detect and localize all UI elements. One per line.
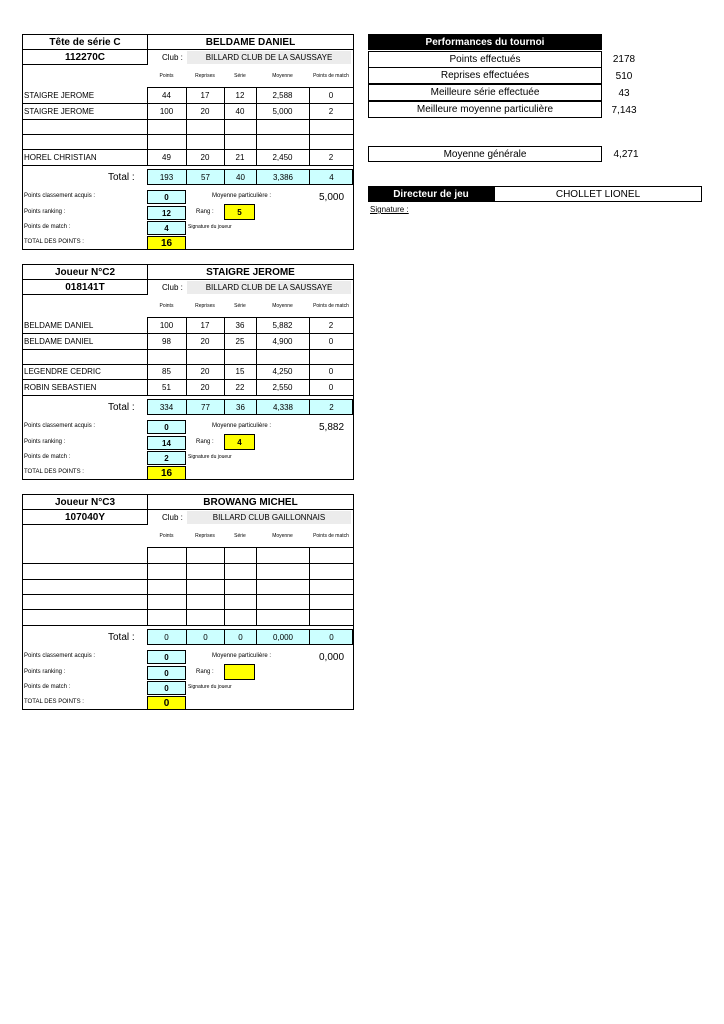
result-cell [309,563,353,579]
performance-value: 510 [615,70,633,82]
result-cell [309,547,353,563]
column-header: Reprises [195,73,215,79]
points-match-value: 2 [147,451,186,465]
result-cell [186,609,224,625]
points-ranking-value: 0 [147,666,186,680]
result-cell: 2,588 [272,90,293,100]
result-cell [147,609,186,625]
block-title: Joueur N°C3 [54,496,116,508]
points-match-value: 4 [147,221,186,235]
opponent-name: BELDAME DANIEL [24,320,94,330]
result-cell [186,119,224,134]
result-cell: 20 [200,106,210,116]
column-header: Reprises [195,303,215,309]
total-label: Total : [108,171,135,183]
total-points-value: 16 [147,466,186,480]
result-cell [224,349,256,364]
result-cell: 2 [328,106,334,116]
column-header: Points de match [313,73,349,79]
points-classement-value: 0 [147,420,186,434]
opponent-name [24,594,147,609]
opponent-name: HOREL CHRISTIAN [24,152,97,162]
points-classement-label: Points classement acquis : [24,193,96,199]
result-cell [224,594,256,609]
result-cell: 12 [235,90,245,100]
result-cell [256,579,309,594]
license-number: 112270C [64,51,106,63]
directeur-name: CHOLLET LIONEL [494,186,702,202]
total-points-label: TOTAL DES POINTS : [24,469,84,475]
result-cell: 2 [328,152,334,162]
result-cell [224,579,256,594]
result-cell [147,563,186,579]
performance-value: 2178 [612,53,636,65]
result-cell [186,547,224,563]
opponent-name [24,134,147,149]
total-label: Total : [108,631,135,643]
result-cell [224,609,256,625]
points-match-label: Points de match : [24,454,71,460]
result-cell: 17 [200,90,210,100]
result-cell: 44 [162,90,171,100]
opponent-name [24,349,147,364]
result-cell: 2,450 [272,152,293,162]
total-cell: 77 [186,400,224,414]
result-cell [256,119,309,134]
points-ranking-value: 12 [147,206,186,220]
points-match-label: Points de match : [24,684,71,690]
result-cell: 5,000 [272,106,293,116]
total-points-value: 16 [147,236,186,250]
performance-label: Points effectués [368,51,602,68]
column-header: Points [159,73,174,79]
total-label: Total : [108,401,135,413]
rang-value: 5 [224,204,255,220]
result-cell: 5,882 [272,320,293,330]
result-cell [256,609,309,625]
rang-value: 4 [224,434,255,450]
moyenne-particuliere-value: 5,882 [319,421,345,433]
column-header: Moyenne [272,533,293,539]
result-cell: 0 [328,367,334,376]
result-cell: 36 [235,320,245,330]
result-cell: 22 [235,382,245,392]
opponent-name: STAIGRE JEROME [24,106,95,116]
total-cell: 0 [224,630,256,644]
column-header: Moyenne [272,303,293,309]
player-block [22,264,354,480]
club-label: Club : [162,283,183,292]
result-cell [256,349,309,364]
points-classement-value: 0 [147,650,186,664]
player-block [22,34,354,250]
result-cell [224,119,256,134]
performances-panel [368,34,602,117]
result-cell: 40 [235,106,245,116]
total-cell: 4 [309,170,353,184]
total-cell: 2 [309,400,353,414]
result-cell: 0 [328,382,334,392]
result-cell [147,547,186,563]
points-match-value: 0 [147,681,186,695]
result-cell: 85 [162,367,171,376]
column-header: Points de match [313,533,349,539]
opponent-name [24,579,147,594]
totals-row [147,169,353,185]
result-cell: 20 [200,152,210,162]
block-title: Joueur N°C2 [54,266,116,278]
rang-label: Rang : [196,439,214,445]
result-cell [147,594,186,609]
total-cell: 57 [186,170,224,184]
result-cell: 49 [162,152,171,162]
result-cell: 98 [162,336,171,346]
points-ranking-label: Points ranking : [24,439,66,445]
result-cell [224,134,256,149]
result-cell: 100 [159,320,174,330]
performance-label: Reprises effectuées [368,67,602,84]
result-cell: 0 [328,336,334,346]
total-cell: 0 [309,630,353,644]
points-classement-label: Points classement acquis : [24,653,96,659]
result-cell [309,134,353,149]
performance-value: 7,143 [611,104,637,116]
result-cell: 20 [200,382,210,392]
club-name: BILLARD CLUB GAILLONNAIS [187,511,351,524]
directeur-label: Directeur de jeu [368,186,494,202]
column-header: Points de match [313,303,349,309]
player-block [22,494,354,710]
player-name: BELDAME DANIEL [205,36,296,48]
result-cell [309,594,353,609]
result-cell [186,563,224,579]
total-cell: 36 [224,400,256,414]
rang-label: Rang : [196,669,214,675]
moyenne-particuliere-value: 5,000 [319,191,345,203]
moyenne-particuliere-label: Moyenne particulière : [212,193,272,199]
result-cell [147,134,186,149]
performance-label: Meilleure moyenne particulière [368,101,602,118]
result-cell: 15 [235,367,245,376]
opponent-name: BELDAME DANIEL [24,336,94,346]
result-cell [309,609,353,625]
result-cell [309,579,353,594]
result-cell [147,119,186,134]
total-points-value: 0 [147,696,186,710]
performances-title: Performances du tournoi [368,34,602,50]
total-cell: 4,338 [256,400,309,414]
total-cell: 0,000 [256,630,309,644]
player-signature-label: Signature du joueur [188,684,232,690]
result-cell: 0 [328,90,334,100]
column-header: Points [159,303,174,309]
moyenne-particuliere-value: 0,000 [319,651,345,663]
result-cell: 2 [328,320,334,330]
result-cell [186,349,224,364]
result-cell [186,579,224,594]
player-name: STAIGRE JEROME [206,266,295,278]
result-cell [147,579,186,594]
opponent-name [24,563,147,579]
result-cell [256,594,309,609]
player-name: BROWANG MICHEL [203,496,298,508]
performance-label: Meilleure série effectuée [368,84,602,101]
result-cell: 51 [162,382,171,392]
club-label: Club : [162,513,183,522]
player-signature-label: Signature du joueur [188,454,232,460]
total-points-label: TOTAL DES POINTS : [24,239,84,245]
result-cell: 4,250 [272,367,293,376]
result-cell [186,134,224,149]
license-number: 107040Y [64,511,106,523]
total-cell: 193 [159,172,174,182]
opponent-name: ROBIN SEBASTIEN [24,382,97,392]
points-classement-value: 0 [147,190,186,204]
result-cell [256,547,309,563]
points-ranking-label: Points ranking : [24,209,66,215]
result-cell [256,134,309,149]
performance-value: 43 [618,87,630,99]
points-ranking-value: 14 [147,436,186,450]
club-name: BILLARD CLUB DE LA SAUSSAYE [187,51,351,64]
opponent-name: STAIGRE JEROME [24,90,95,100]
result-cell [309,349,353,364]
opponent-name [24,119,147,134]
opponent-name [24,609,147,625]
result-cell [256,563,309,579]
column-header: Série [234,303,246,309]
moyenne-generale-label: Moyenne générale [368,146,602,162]
result-cell: 17 [200,320,210,330]
column-header: Série [234,73,246,79]
total-cell: 40 [224,170,256,184]
opponent-name [24,547,147,563]
column-header: Points [159,533,174,539]
total-cell: 334 [159,402,174,412]
rang-value [224,664,255,680]
total-cell: 0 [164,632,169,642]
total-points-label: TOTAL DES POINTS : [24,699,84,705]
points-classement-label: Points classement acquis : [24,423,96,429]
rang-label: Rang : [196,209,214,215]
result-cell: 20 [200,367,210,376]
license-number: 018141T [65,281,105,293]
result-cell [224,547,256,563]
points-ranking-label: Points ranking : [24,669,66,675]
club-label: Club : [162,53,183,62]
column-header: Reprises [195,533,215,539]
player-signature-label: Signature du joueur [188,224,232,230]
moyenne-generale-value: 4,271 [613,148,639,160]
totals-row [147,399,353,415]
result-cell: 2,550 [272,382,293,392]
points-match-label: Points de match : [24,224,71,230]
totals-row [147,629,353,645]
result-cell [147,349,186,364]
result-cell: 100 [159,106,174,116]
total-cell: 3,386 [256,170,309,184]
result-cell: 21 [235,152,245,162]
directeur-signature-label: Signature : [370,205,409,214]
moyenne-particuliere-label: Moyenne particulière : [212,423,272,429]
club-name: BILLARD CLUB DE LA SAUSSAYE [187,281,351,294]
result-cell [186,594,224,609]
total-cell: 0 [186,630,224,644]
column-header: Moyenne [272,73,293,79]
result-cell [309,119,353,134]
opponent-name: LEGENDRE CEDRIC [24,367,101,376]
result-cell: 4,900 [272,336,293,346]
result-cell [224,563,256,579]
result-cell: 25 [235,336,245,346]
result-cell: 20 [200,336,210,346]
block-title: Tête de série C [49,36,121,48]
moyenne-particuliere-label: Moyenne particulière : [212,653,272,659]
column-header: Série [234,533,246,539]
